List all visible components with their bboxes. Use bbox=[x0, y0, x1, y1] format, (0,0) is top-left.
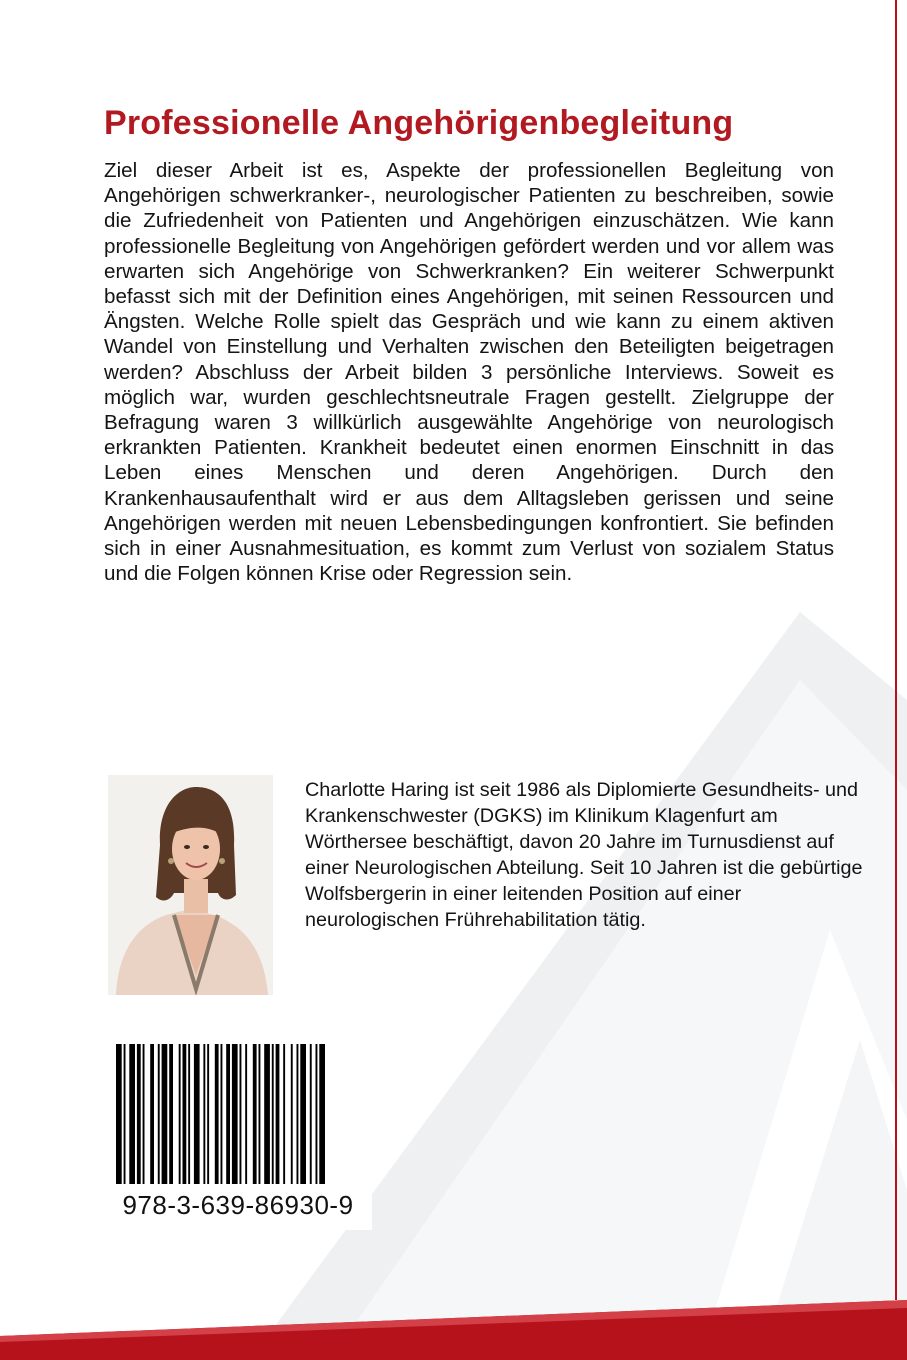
barcode-bar bbox=[264, 1044, 270, 1184]
barcode-bar bbox=[188, 1044, 190, 1184]
barcode-bar bbox=[253, 1044, 257, 1184]
barcode-bar bbox=[215, 1044, 219, 1184]
barcode-bar bbox=[183, 1044, 187, 1184]
isbn-barcode bbox=[116, 1044, 360, 1184]
barcode-bar bbox=[310, 1044, 312, 1184]
author-photo bbox=[108, 775, 273, 995]
barcode-bar bbox=[203, 1044, 205, 1184]
barcode-bar bbox=[245, 1044, 247, 1184]
barcode-bar bbox=[194, 1044, 200, 1184]
barcode-bar bbox=[221, 1044, 223, 1184]
isbn-barcode-block bbox=[104, 1030, 372, 1230]
author-biography: Charlotte Haring ist seit 1986 als Diplomierte Gesundheits- und Krankenschwester (DGKS) im Klinikum Klagenfurt am Wörthersee beschäftigt, davon 20 Jahre im Turnusdienst auf einer Neurologischen Abteilung. Seit 10 Jahren ist die gebürtige Wolfsbergerin in einer leitenden Position auf einer neurologischen Frührehabilitation tätig. bbox=[305, 779, 863, 931]
barcode-bar bbox=[116, 1044, 122, 1184]
barcode-bar bbox=[137, 1044, 141, 1184]
barcode-bar bbox=[297, 1044, 299, 1184]
barcode-bar bbox=[226, 1044, 230, 1184]
barcode-bar bbox=[179, 1044, 181, 1184]
barcode-bar bbox=[129, 1044, 135, 1184]
barcode-bar bbox=[162, 1044, 168, 1184]
barcode-bar bbox=[158, 1044, 160, 1184]
barcode-bar bbox=[283, 1044, 285, 1184]
barcode-bar bbox=[316, 1044, 318, 1184]
barcode-bar bbox=[150, 1044, 154, 1184]
barcode-bar bbox=[232, 1044, 238, 1184]
isbn-number: 978-3-639-86930-9 bbox=[122, 1190, 354, 1220]
barcode-bar bbox=[124, 1044, 126, 1184]
barcode-bar bbox=[143, 1044, 145, 1184]
right-edge-accent-line bbox=[895, 0, 897, 1300]
barcode-bar bbox=[272, 1044, 274, 1184]
barcode-bar bbox=[240, 1044, 242, 1184]
barcode-bar bbox=[259, 1044, 261, 1184]
barcode-bar bbox=[319, 1044, 325, 1184]
bottom-red-band bbox=[0, 1290, 907, 1360]
barcode-bar bbox=[207, 1044, 209, 1184]
barcode-bar bbox=[291, 1044, 293, 1184]
barcode-bar bbox=[300, 1044, 306, 1184]
barcode-bar bbox=[276, 1044, 280, 1184]
book-title: Professionelle Angehörigenbegleitung bbox=[104, 104, 734, 142]
book-description: Ziel dieser Arbeit ist es, Aspekte der professionellen Begleitung von Angehörigen schwerkranker-, neurologischer Patienten zu beschreiben, sowie die Zufriedenheit von Patienten und Angehörigen einzuschätzen. Wie kann professionelle Begleitung von Angehörigen gefördert werden und vor allem was erwarten sich Angehörige von Schwerkranken? Ein weiterer Schwerpunkt befasst sich mit der Definition eines Angehörigen, mit seinen Ressourcen und Ängsten. Welche Rolle spielt das Gespräch und wie kann zu einem aktiven Wandel von Einstellung und Verhalten zwischen den Beteiligten beigetragen werden? Abschluss der Arbeit bilden 3 persönliche Interviews. Soweit es möglich war, wurden geschlechtsneutrale Fragen gestellt. Zielgruppe der Befragung waren 3 willkürlich ausgewählte Angehörige von neurologisch erkrankten Patienten. Krankheit bedeutet einen enormen Einschnitt in das Leben eines Menschen und deren Angehörigen. Durch den Krankenhausaufenthalt wird er aus dem Alltagsleben gerissen und seine Angehörigen werden mit neuen Lebensbedingungen konfrontiert. Sie befinden sich in einer Ausnahmesituation, es kommt zum Verlust von sozialem Status und die Folgen können Krise oder Regression sein. bbox=[104, 159, 834, 586]
barcode-bar bbox=[169, 1044, 173, 1184]
